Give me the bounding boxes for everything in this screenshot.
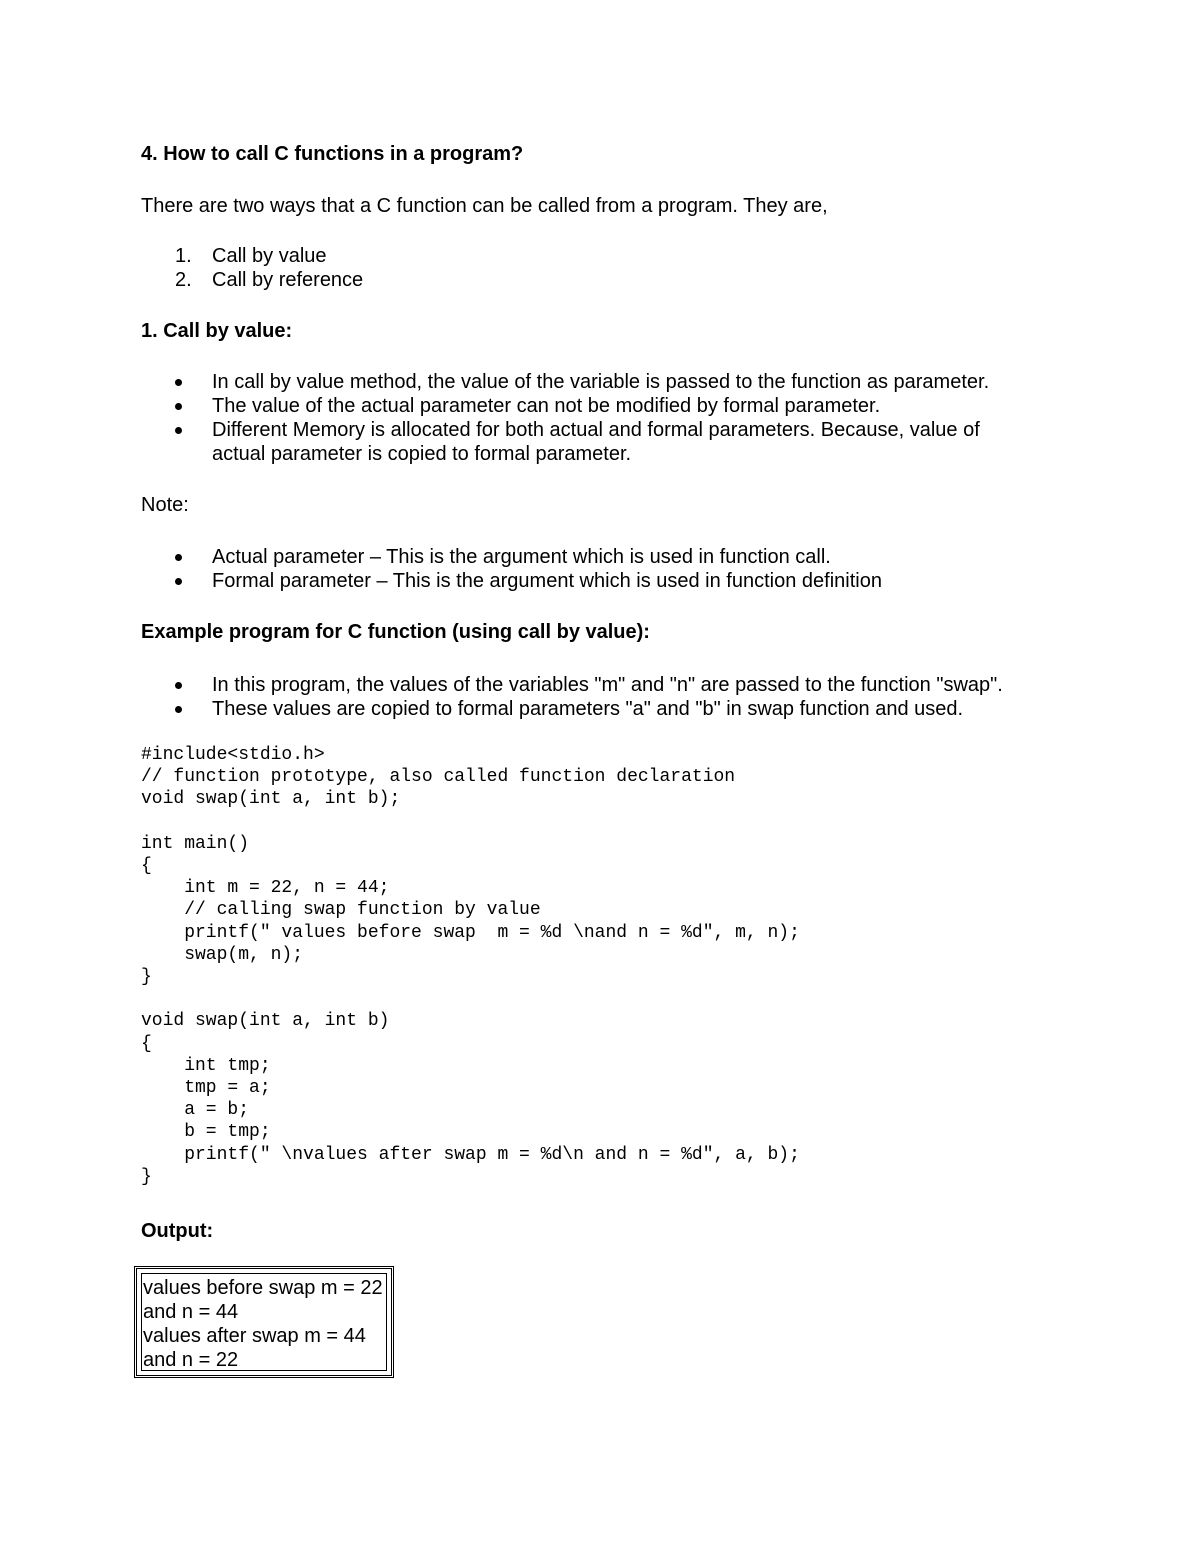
call-by-value-heading: 1. Call by value: <box>141 320 293 342</box>
list-number: 2. <box>175 269 192 291</box>
bullet-icon <box>175 427 182 434</box>
output-heading: Output: <box>141 1220 214 1242</box>
list-item-text: In this program, the values of the variables "m" and "n" are passed to the function "swap". <box>212 674 1003 696</box>
list-item <box>141 673 1003 697</box>
section-title: 4. How to call C functions in a program? <box>141 143 524 165</box>
bullet-icon <box>175 706 182 713</box>
list-item-text: Call by value <box>212 245 327 267</box>
note-label: Note: <box>141 494 189 516</box>
list-item-continuation <box>141 442 989 466</box>
list-item <box>141 244 363 268</box>
list-number: 1. <box>175 245 192 267</box>
output-box <box>134 1266 394 1378</box>
list-item-text: actual parameter is copied to formal parameter. <box>212 443 632 465</box>
list-item <box>141 394 989 418</box>
list-item <box>141 697 1003 721</box>
bullet-icon <box>175 403 182 410</box>
code-block: #include<stdio.h> // function prototype, also called function declaration void swap(int a, int b); int main() { int m = 22, n = 44; // calling swap function by value printf(" values before swap m = %d \nand n = %d", m, n); swap(m, n); } void swap(int a, int b) { int tmp; tmp = a; a = b; b = tmp; printf(" \nvalues after swap m = %d\n and n = %d", a, b); } <box>141 745 800 1187</box>
output-line: values before swap m = 22 <box>143 1277 383 1299</box>
list-item-text: The value of the actual parameter can not be modified by formal parameter. <box>212 395 881 417</box>
list-item-text: In call by value method, the value of the variable is passed to the function as parameter. <box>212 371 990 393</box>
list-item-text: Call by reference <box>212 269 364 291</box>
list-item <box>141 545 882 569</box>
list-item <box>141 418 989 442</box>
output-text <box>143 1276 383 1372</box>
example-heading: Example program for C function (using call by value): <box>141 621 650 643</box>
bullet-icon <box>175 682 182 689</box>
intro-paragraph: There are two ways that a C function can be called from a program. They are, <box>141 195 828 217</box>
list-item <box>141 268 363 292</box>
bullet-icon <box>175 379 182 386</box>
ways-list <box>141 244 363 292</box>
bullet-icon <box>175 578 182 585</box>
list-item-text: These values are copied to formal parameters "a" and "b" in swap function and used. <box>212 698 964 720</box>
output-line: and n = 44 <box>143 1301 239 1323</box>
output-line: and n = 22 <box>143 1349 239 1371</box>
note-points <box>141 545 882 593</box>
example-points <box>141 673 1003 721</box>
list-item-text: Formal parameter – This is the argument which is used in function definition <box>212 570 882 592</box>
list-item-text: Different Memory is allocated for both actual and formal parameters. Because, value of <box>212 419 980 441</box>
list-item-text: Actual parameter – This is the argument which is used in function call. <box>212 546 831 568</box>
list-item <box>141 569 882 593</box>
bullet-icon <box>175 554 182 561</box>
call-by-value-points <box>141 370 989 466</box>
output-line: values after swap m = 44 <box>143 1325 366 1347</box>
list-item <box>141 370 989 394</box>
